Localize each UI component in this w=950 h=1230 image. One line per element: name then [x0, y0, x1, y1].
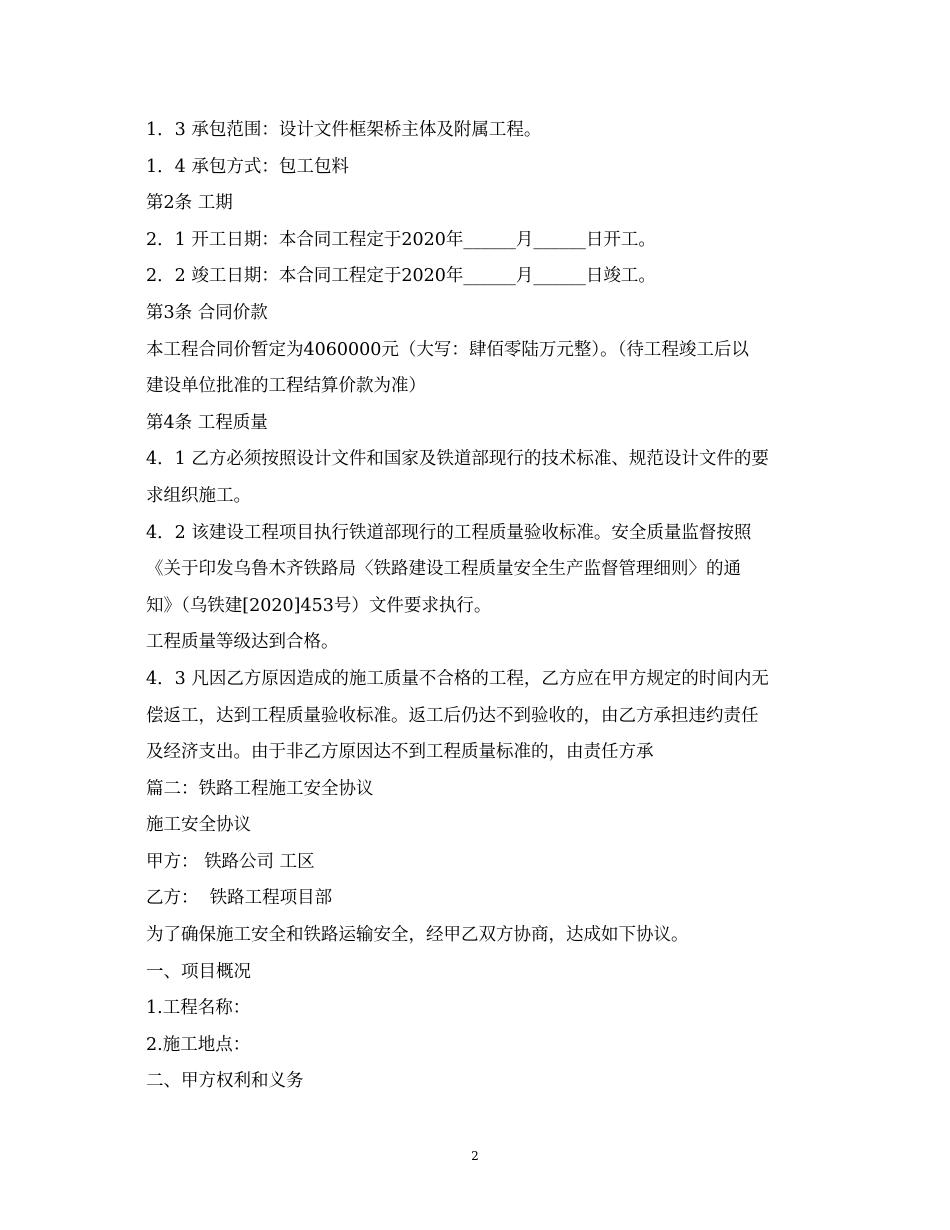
clause-2-1-start-date: 2．1 开工日期：本合同工程定于2020年______月______日开工。 — [146, 229, 656, 250]
document-body — [146, 112, 816, 1100]
agreement-purpose-line: 为了确保施工安全和铁路运输安全，经甲乙双方协商，达成如下协议。 — [146, 925, 689, 946]
clause-4-3-line-3: 及经济支出。由于非乙方原因达不到工程质量标准的，由责任方承 — [146, 742, 654, 763]
party-b-line: 乙方： 铁路工程项目部 — [146, 888, 333, 909]
clause-4-2-line-2: 《关于印发乌鲁木齐铁路局〈铁路建设工程质量安全生产监督管理细则〉的通 — [146, 559, 741, 580]
clause-1-3-scope: 1．3 承包范围：设计文件框架桥主体及附属工程。 — [146, 120, 542, 140]
contract-price-line-1: 本工程合同价暂定为4060000元（大写：肆佰零陆万元整）。（待工程竣工后以 — [146, 339, 749, 360]
agreement-title: 施工安全协议 — [146, 815, 251, 836]
quality-grade-line: 工程质量等级达到合格。 — [146, 632, 339, 653]
project-name-line: 1.工程名称： — [146, 998, 251, 1019]
construction-site-line: 2.施工地点： — [146, 1034, 251, 1055]
contract-price-line-2: 建设单位批准的工程结算价款为准） — [146, 376, 426, 397]
section-2-heading: 二、甲方权利和义务 — [146, 1071, 304, 1092]
clause-1-4-method: 1．4 承包方式：包工包料 — [146, 156, 349, 177]
clause-4-1-line-2: 求组织施工。 — [146, 485, 251, 506]
article-4-heading: 第4条 工程质量 — [146, 412, 268, 433]
clause-4-2-line-1: 4．2 该建设工程项目执行铁道部现行的工程质量验收标准。安全质量监督按照 — [146, 522, 752, 543]
article-2-heading: 第2条 工期 — [146, 193, 233, 214]
page-number: 2 — [471, 1149, 479, 1163]
clause-4-1-line-1: 4．1 乙方必须按照设计文件和国家及铁道部现行的技术标准、规范设计文件的要 — [146, 449, 769, 470]
part-2-heading: 篇二：铁路工程施工安全协议 — [146, 778, 374, 799]
section-1-heading: 一、项目概况 — [146, 961, 251, 982]
clause-4-3-line-2: 偿返工，达到工程质量验收标准。返工后仍达不到验收的，由乙方承担违约责任 — [146, 705, 759, 726]
clause-2-2-completion-date: 2．2 竣工日期：本合同工程定于2020年______月______日竣工。 — [146, 266, 656, 287]
clause-4-2-line-3: 知》（乌铁建[2020]453号）文件要求执行。 — [146, 595, 492, 616]
article-3-heading: 第3条 合同价款 — [146, 302, 268, 323]
party-a-line: 甲方： 铁路公司 工区 — [146, 851, 315, 872]
clause-4-3-line-1: 4．3 凡因乙方原因造成的施工质量不合格的工程，乙方应在甲方规定的时间内无 — [146, 668, 769, 689]
